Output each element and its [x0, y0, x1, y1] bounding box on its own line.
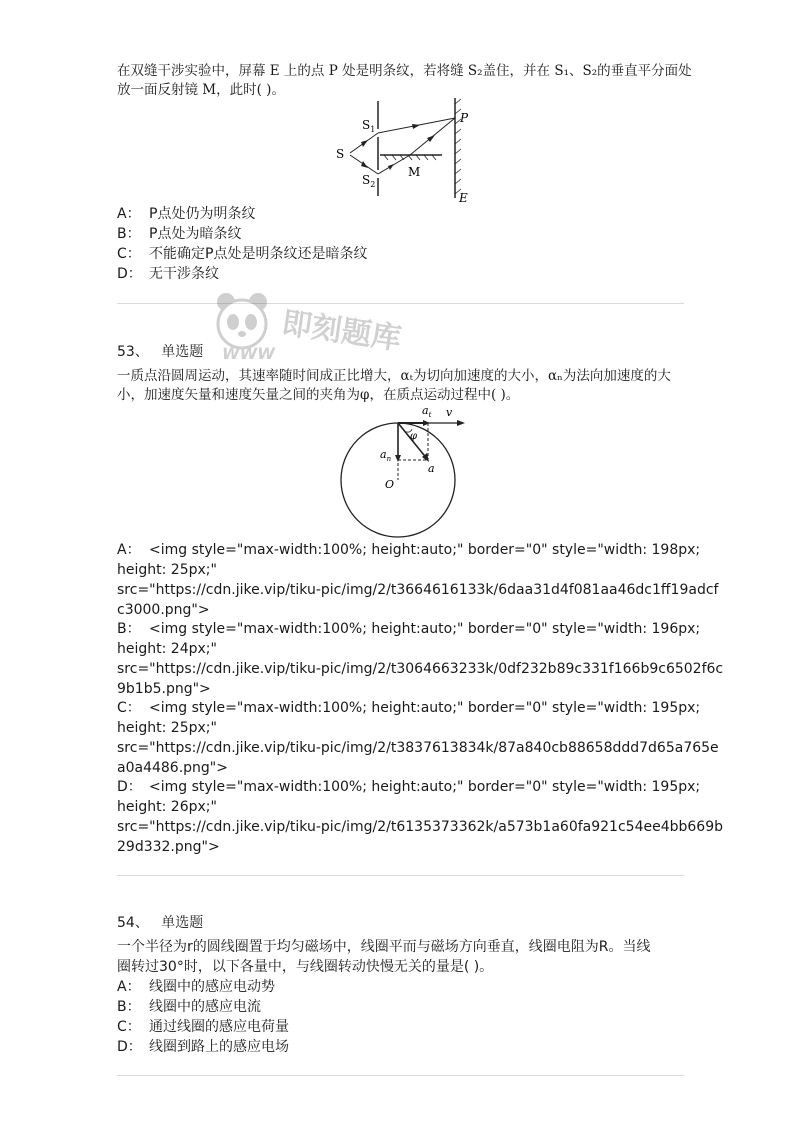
q54-option-c[interactable] [117, 1017, 289, 1037]
option-text-line: <img style="max-width:100%; height:auto;" border="0" style="width: 195px; [149, 700, 701, 716]
q54-stem [117, 937, 697, 977]
tangential-accel-arrowhead [423, 420, 430, 426]
divider [117, 875, 684, 876]
option-key: A： [117, 979, 141, 995]
option-text: 线圈中的感应电流 [149, 999, 261, 1015]
label-an: $a_n$ [380, 448, 392, 463]
option-text-line: height: 25px;" [117, 720, 217, 736]
label-O: O [385, 478, 395, 491]
option-key: B： [117, 999, 141, 1015]
divider [117, 1075, 684, 1076]
option-text-line: <img style="max-width:100%; height:auto;" border="0" style="width: 195px; [149, 779, 701, 795]
option-text-line: height: 25px;" [117, 562, 217, 578]
label-E: E [459, 191, 468, 205]
panda-logo-icon [212, 290, 272, 352]
q53-stem-line-2: 小，加速度矢量和速度矢量之间的夹角为φ，在质点运动过程中( )。 [117, 387, 520, 403]
label-phi: φ [410, 431, 418, 442]
q54-header [117, 912, 203, 932]
option-text-line: c3000.png"> [117, 602, 210, 618]
option-text-line: <img style="max-width:100%; height:auto;" border="0" style="width: 198px; [149, 542, 701, 558]
q53-option-c[interactable] [117, 698, 719, 778]
label-P: P [460, 111, 469, 125]
option-text: 线圈到路上的感应电场 [149, 1039, 289, 1055]
q53-header [117, 341, 203, 361]
q54-stem-line-1: 一个半径为r的圆线圈置于均匀磁场中，线圈平而与磁场方向垂直，线圈电阻为R。当线 [117, 939, 651, 955]
option-text-line: 9b1b5.png"> [117, 681, 211, 697]
option-key: D： [117, 266, 142, 282]
normal-accel-arrowhead [395, 455, 401, 462]
option-key: C： [117, 246, 141, 262]
q52-option-d[interactable] [117, 264, 219, 284]
option-key: D： [117, 779, 142, 795]
label-S: S [336, 147, 345, 161]
q53-option-a[interactable] [117, 540, 719, 620]
q54-number: 54、 [117, 915, 149, 931]
option-key: C： [117, 700, 141, 716]
watermark-text: 即刻题库 [279, 305, 404, 358]
q54-type: 单选题 [161, 915, 204, 931]
q53-option-d[interactable] [117, 777, 723, 857]
q52-stem-line-2: 放一面反射镜 M，此时( )。 [117, 82, 285, 98]
option-text-line: <img style="max-width:100%; height:auto;" border="0" style="width: 196px; [149, 621, 701, 637]
q54-option-a[interactable] [117, 977, 275, 997]
option-text-line: height: 24px;" [117, 641, 217, 657]
q54-option-b[interactable] [117, 997, 261, 1017]
q53-type: 单选题 [161, 344, 204, 360]
option-key: C： [117, 1019, 141, 1035]
q53-stem-line-1: 一质点沿圆周运动，其速率随时间成正比增大，αₜ为切向加速度的大小，αₙ为法向加速度的大 [117, 368, 671, 384]
q52-option-b[interactable] [117, 224, 241, 244]
option-text-line: 29d332.png"> [117, 839, 220, 855]
option-key: B： [117, 621, 141, 637]
watermark [212, 288, 432, 368]
q52-option-c[interactable] [117, 244, 367, 264]
option-text: 线圈中的感应电动势 [149, 979, 275, 995]
option-key: D： [117, 1039, 142, 1055]
option-text-line: src="https://cdn.jike.vip/tiku-pic/img/2/t3064663233k/0df232b89c331f166b9c6502f6c [117, 661, 724, 677]
label-v: v [446, 406, 453, 419]
watermark-sub: WWW [222, 344, 275, 363]
option-key: A： [117, 206, 141, 222]
option-key: B： [117, 226, 141, 242]
label-S2: $S_2$ [362, 173, 376, 189]
velocity-arrowhead [457, 420, 465, 426]
option-text-line: src="https://cdn.jike.vip/tiku-pic/img/2/t6135373362k/a573b1a60fa921c54ee4bb669b [117, 819, 723, 835]
q54-stem-line-2: 圈转过30°时，以下各量中，与线圈转动快慢无关的量是( )。 [117, 959, 494, 975]
option-text-line: src="https://cdn.jike.vip/tiku-pic/img/2/t3837613834k/87a840cb88658ddd7d65a765e [117, 740, 719, 756]
option-text: 无干涉条纹 [149, 266, 219, 282]
label-at: $a_t$ [422, 404, 432, 419]
option-text-line: height: 26px;" [117, 799, 217, 815]
option-text: 通过线圈的感应电荷量 [149, 1019, 289, 1035]
q54-option-d[interactable] [117, 1037, 289, 1057]
q52-stem-line-1: 在双缝干涉实验中，屏幕 E 上的点 P 处是明条纹，若将缝 S₂盖住，并在 S₁、S₂的垂直平分面处 [117, 63, 692, 79]
label-M: M [408, 165, 421, 179]
option-text: P点处为暗条纹 [149, 226, 242, 242]
option-key: A： [117, 542, 141, 558]
option-text-line: src="https://cdn.jike.vip/tiku-pic/img/2/t3664616133k/6daa31d4f081aa46dc1ff19adcf [117, 582, 719, 598]
q53-option-b[interactable] [117, 619, 724, 699]
option-text-line: a0a4486.png"> [117, 760, 228, 776]
q52-double-slit-figure [330, 96, 480, 206]
option-text: P点处仍为明条纹 [149, 206, 256, 222]
option-text: 不能确定P点处是明条纹还是暗条纹 [149, 246, 368, 262]
q53-number: 53、 [117, 344, 149, 360]
q53-circular-motion-figure [338, 400, 468, 538]
q52-stem [117, 62, 697, 100]
q52-option-a[interactable] [117, 204, 255, 224]
label-S1: $S_1$ [362, 118, 376, 134]
label-a: a [428, 462, 435, 475]
